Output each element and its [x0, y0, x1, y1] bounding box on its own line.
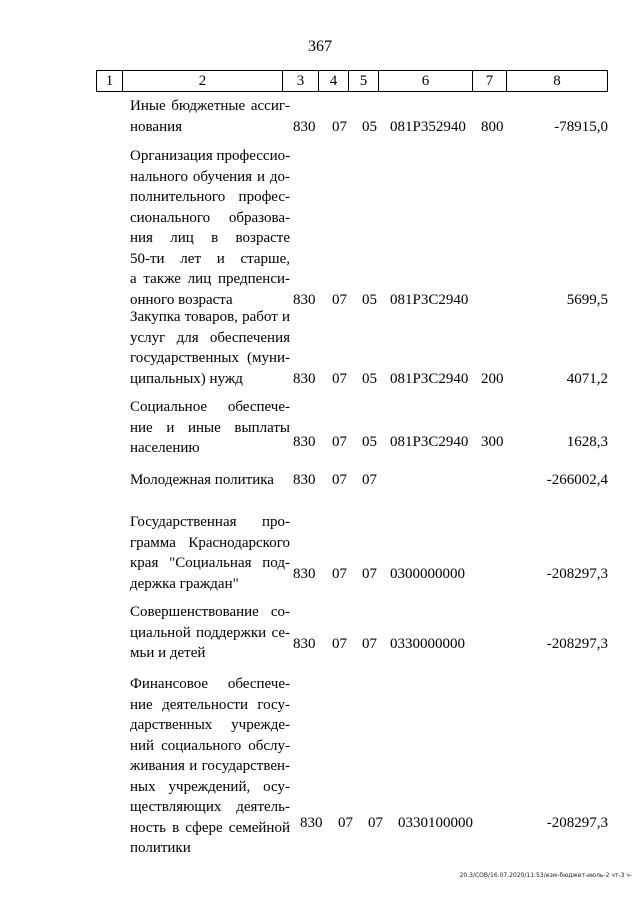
description-line: сионального образова-	[130, 209, 290, 226]
description-line: государственных (муни-	[130, 350, 290, 366]
cell-expense-type: 300	[481, 434, 504, 450]
header-col-3: 3	[283, 71, 319, 91]
description-line: политики	[130, 840, 191, 856]
cell-section: 07	[332, 118, 347, 135]
cell-subsection: 05	[362, 370, 377, 387]
cell-admin-code: 830	[300, 815, 323, 831]
cell-subsection: 07	[362, 636, 377, 652]
description-line: края "Социальная под-	[130, 555, 290, 571]
description-line: Закупка товаров, работ и	[130, 309, 290, 325]
description-line: 50-ти лет и старше,	[130, 250, 290, 267]
cell-admin-code: 830	[293, 118, 316, 135]
cell-amount: -266002,4	[546, 472, 608, 488]
description-line: живания и государствен-	[130, 758, 290, 774]
description-line: ний социального обслу-	[130, 737, 290, 754]
cell-admin-code: 830	[293, 434, 316, 450]
cell-amount: -78915,0	[554, 118, 608, 135]
header-col-8: 8	[553, 73, 561, 89]
cell-section: 07	[338, 815, 353, 831]
description-line: услуг для обеспечения	[130, 329, 290, 346]
description-line: нования	[130, 118, 183, 135]
cell-target-article: 081P3C2940	[390, 370, 469, 387]
cell-expense-type: 800	[481, 118, 504, 135]
description-line: ния лиц в возрасте	[130, 230, 290, 246]
cell-admin-code: 830	[293, 291, 316, 308]
description-line: Организация профессио-	[130, 148, 291, 164]
description-line: Совершенствование со-	[130, 604, 290, 620]
header-col-6: 6	[379, 71, 473, 91]
cell-admin-code: 830	[293, 565, 316, 582]
cell-section: 07	[332, 636, 347, 652]
row-description	[130, 470, 290, 491]
description-line: ществляющих деятель-	[130, 799, 290, 815]
header-col-5: 5	[349, 71, 379, 91]
cell-target-article: 0330100000	[398, 815, 473, 831]
description-line: Социальное обеспече-	[130, 399, 290, 415]
description-line: Молодежная политика	[130, 472, 274, 488]
description-line: населению	[130, 440, 200, 456]
row-description	[130, 307, 290, 389]
table-header	[96, 70, 608, 92]
description-line: грамма Краснодарского	[130, 534, 290, 551]
row-description	[130, 96, 290, 137]
row-description	[130, 512, 290, 594]
cell-subsection: 05	[362, 434, 377, 450]
document-footer: 20.3/СОВ/16.07.2020/11:53/изм-бюджет-июль-2 чт-3 ч-	[459, 872, 632, 879]
cell-section: 07	[332, 370, 347, 387]
cell-target-article: 081P3C2940	[390, 434, 469, 450]
description-line: мьи и детей	[130, 645, 206, 661]
description-line: циальной поддержки се-	[130, 624, 290, 641]
row-description	[130, 602, 290, 664]
cell-subsection: 05	[362, 118, 377, 135]
header-col-4: 4	[319, 71, 349, 91]
header-col-2: 2	[123, 71, 283, 91]
description-line: Государственная про-	[130, 514, 290, 530]
description-line: полнительного профес-	[130, 189, 290, 205]
cell-section: 07	[332, 472, 347, 488]
cell-target-article: 081P352940	[390, 118, 466, 135]
description-line: Иные бюджетные ассиг-	[130, 98, 290, 114]
cell-amount: -208297,3	[546, 565, 608, 582]
row-description	[130, 397, 290, 459]
description-line: ние и иные выплаты	[130, 419, 290, 436]
cell-subsection: 07	[362, 565, 377, 582]
description-line: Финансовое обеспече-	[130, 676, 290, 692]
cell-target-article: 0300000000	[390, 565, 465, 582]
cell-amount: -208297,3	[546, 815, 608, 831]
cell-expense-type: 200	[481, 370, 504, 387]
cell-admin-code: 830	[293, 370, 316, 387]
description-line: ных учреждений, осу-	[130, 778, 290, 795]
row-description	[130, 674, 290, 859]
cell-amount: 4071,2	[566, 370, 608, 387]
header-col-1: 1	[97, 71, 123, 91]
description-line: нального обучения и до-	[130, 168, 290, 185]
description-line: ние деятельности госу-	[130, 696, 290, 713]
cell-amount: 5699,5	[566, 291, 608, 308]
cell-section: 07	[332, 565, 347, 582]
description-line: держка граждан"	[130, 575, 239, 592]
cell-subsection: 07	[368, 815, 383, 831]
row-description	[130, 146, 290, 310]
description-line: а также лиц предпенси-	[130, 271, 290, 287]
cell-admin-code: 830	[293, 472, 316, 488]
cell-target-article: 0330000000	[390, 636, 465, 652]
cell-admin-code: 830	[293, 636, 316, 652]
description-line: онного возраста	[130, 291, 233, 308]
description-line: дарственных учрежде-	[130, 717, 290, 733]
cell-target-article: 081P3C2940	[390, 291, 469, 308]
page-number: 367	[308, 38, 332, 55]
description-line: ципальных) нужд	[130, 370, 243, 387]
cell-section: 07	[332, 434, 347, 450]
description-line: ность в сфере семейной	[130, 819, 290, 836]
cell-subsection: 05	[362, 291, 377, 308]
cell-amount: 1628,3	[566, 434, 608, 450]
cell-subsection: 07	[362, 472, 377, 488]
cell-amount: -208297,3	[546, 636, 608, 652]
header-col-7: 7	[473, 71, 507, 91]
cell-section: 07	[332, 291, 347, 308]
